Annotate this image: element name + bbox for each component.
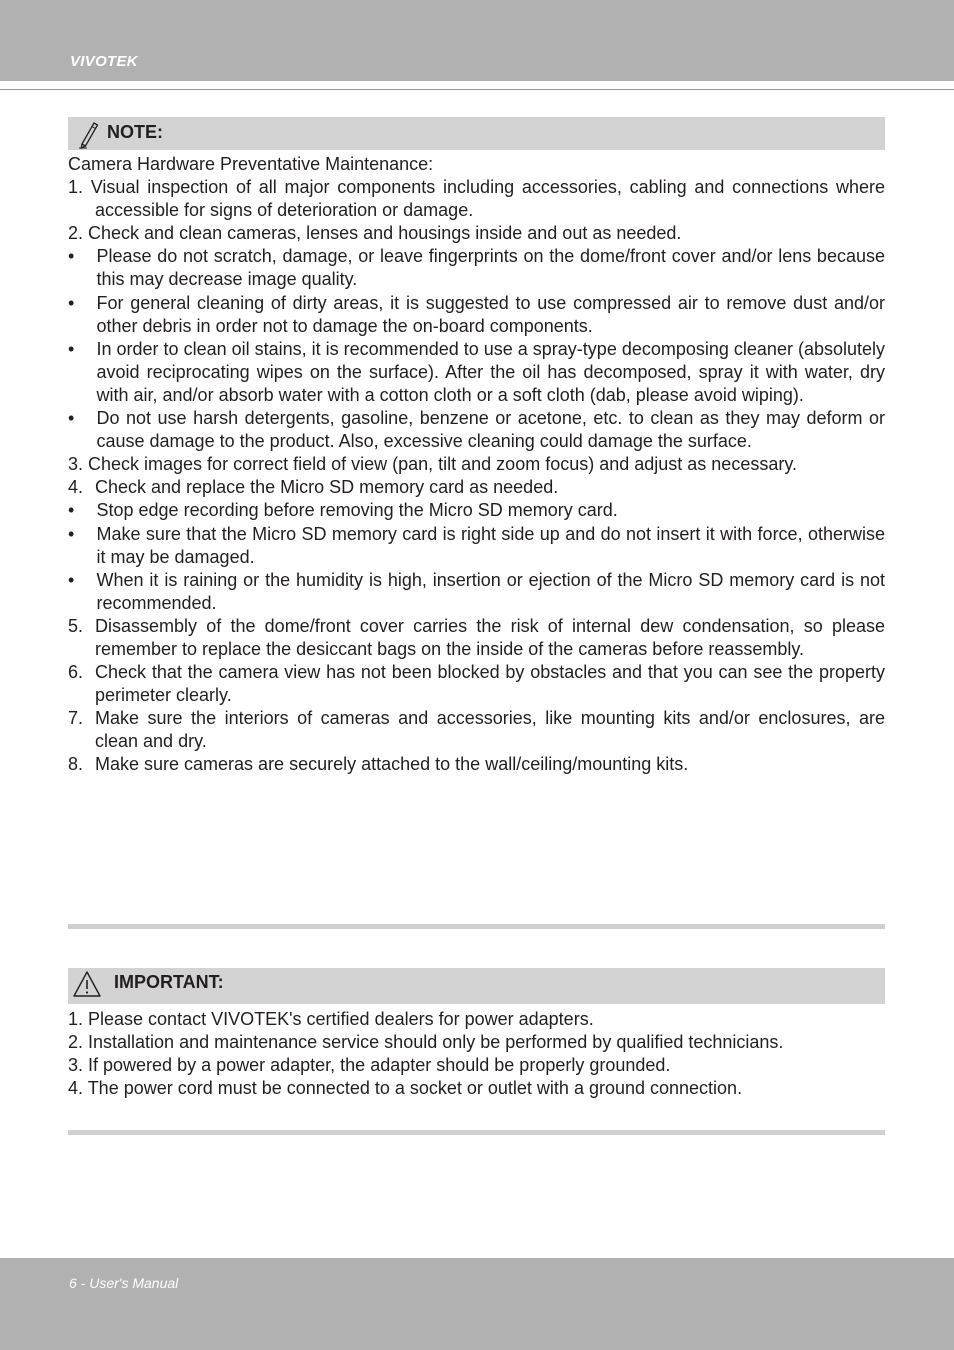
bullet-marker: • [68, 292, 75, 313]
list-item: 4. Check and replace the Micro SD memory card as needed. [68, 476, 885, 499]
list-item: 2. Installation and maintenance service should only be performed by qualified technicians. [68, 1031, 784, 1052]
important-content [68, 1008, 885, 1100]
bullet-marker: • [68, 246, 75, 267]
list-item: 1. Please contact VIVOTEK's certified dealers for power adapters. [68, 1008, 594, 1029]
bullet-marker: • [68, 338, 75, 359]
list-item: 7. Make sure the interiors of cameras and accessories, like mounting kits and/or enclosures, are clean and dry. [68, 708, 885, 752]
number-marker: 7. [68, 708, 84, 729]
list-item: 2. Check and clean cameras, lenses and housings inside and out as needed. [68, 223, 682, 244]
list-item: 3. Check images for correct field of view (pan, tilt and zoom focus) and adjust as necessary. [68, 454, 797, 475]
note-label: NOTE: [107, 122, 163, 142]
list-item: 6. Check that the camera view has not been blocked by obstacles and that you can see the property perimeter clearly. [68, 662, 885, 706]
page-number-label: 6 - User's Manual [69, 1275, 179, 1291]
section-divider [68, 1130, 885, 1135]
bullet-marker: • [68, 523, 75, 544]
note-banner [68, 117, 885, 150]
pencil-icon [72, 119, 100, 149]
header-divider [0, 89, 954, 90]
list-item: 8. Make sure cameras are securely attached to the wall/ceiling/mounting kits. [68, 753, 885, 776]
list-item: • Please do not scratch, damage, or leave fingerprints on the dome/front cover and/or lens because this may decrease image quality. [68, 246, 885, 290]
note-content [68, 153, 885, 777]
brand-label: VIVOTEK [70, 53, 138, 70]
list-item: 3. If powered by a power adapter, the adapter should be properly grounded. [68, 1054, 671, 1075]
list-item: 1. Visual inspection of all major components including accessories, cabling and connections where accessible for signs of deterioration or damage. [68, 177, 885, 221]
page-header [0, 0, 954, 81]
bullet-marker: • [68, 500, 75, 521]
bullet-marker: • [68, 408, 75, 429]
list-item: • Do not use harsh detergents, gasoline, benzene or acetone, etc. to clean as they may deform or cause damage to the product. Also, excessive cleaning could damage the surface. [68, 408, 885, 452]
list-item: • For general cleaning of dirty areas, it is suggested to use compressed air to remove dust and/or other debris in order not to damage the on-board components. [68, 292, 885, 336]
important-label: IMPORTANT: [114, 972, 224, 992]
list-item: • Make sure that the Micro SD memory card is right side up and do not insert it with force, otherwise it may be damaged. [68, 523, 885, 567]
number-marker: 5. [68, 615, 84, 636]
list-item: • Stop edge recording before removing the Micro SD memory card. [68, 499, 885, 522]
note-intro: Camera Hardware Preventative Maintenance: [68, 154, 434, 174]
number-marker: 6. [68, 662, 84, 683]
list-item: 5. Disassembly of the dome/front cover carries the risk of internal dew condensation, so please remember to replace the desiccant bags on the inside of the cameras before reassembly. [68, 615, 885, 659]
important-banner [68, 968, 885, 1004]
number-marker: 4. [68, 477, 84, 498]
page-footer [0, 1258, 954, 1350]
warning-icon [72, 969, 102, 999]
section-divider [68, 924, 885, 929]
list-item: • When it is raining or the humidity is high, insertion or ejection of the Micro SD memory card is not recommended. [68, 569, 885, 613]
number-marker: 8. [68, 754, 84, 775]
bullet-marker: • [68, 569, 75, 590]
list-item: • In order to clean oil stains, it is recommended to use a spray-type decomposing cleaner (absolutely avoid reciprocating wipes on the surface). After the oil has decomposed, spray it with water, dry with air, and/or absorb water with a cotton cloth or a soft cloth (dab, please avoid wiping). [68, 338, 885, 405]
list-item: 4. The power cord must be connected to a socket or outlet with a ground connection. [68, 1077, 743, 1098]
